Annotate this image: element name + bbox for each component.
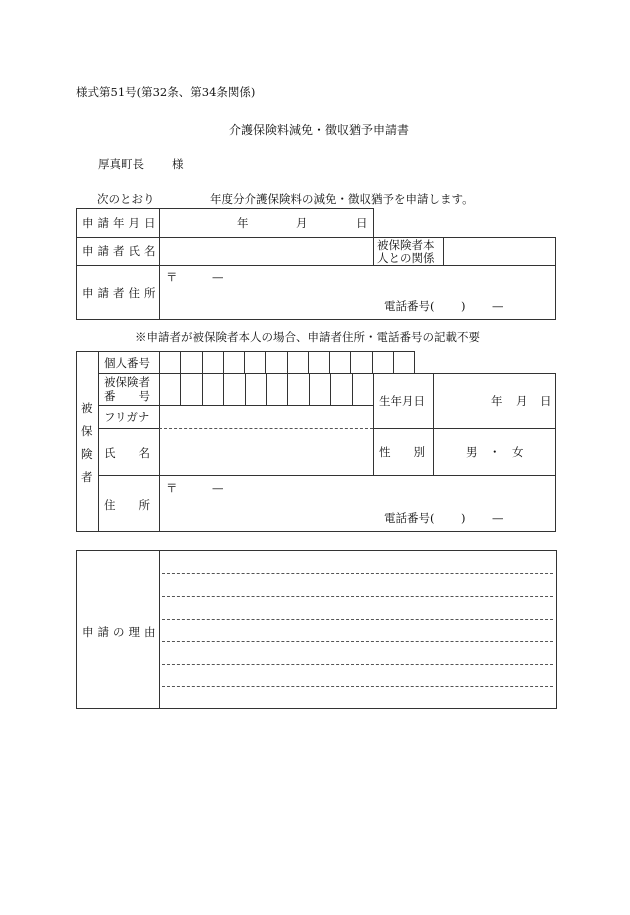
birth-date-field[interactable] — [434, 374, 554, 427]
addressee-name: 厚真町長 — [98, 157, 144, 171]
insured-number-digit-cell[interactable] — [224, 374, 243, 404]
application-date-label: 申請年月日 — [82, 216, 160, 230]
insured-number-digit-cell[interactable] — [267, 374, 286, 404]
insured-postal-mark: 〒 — [166, 481, 178, 495]
personal-number-digit-cell[interactable] — [224, 352, 243, 372]
application-date-year: 年 — [237, 216, 249, 230]
personal-number-digit-cell[interactable] — [373, 352, 392, 372]
insured-number-digit-cell[interactable] — [181, 374, 200, 404]
intro-lead: 次のとおり — [97, 192, 155, 206]
personal-number-digit-cell[interactable] — [266, 352, 285, 372]
form-number: 様式第51号(第32条、第34条関係) — [76, 85, 256, 99]
birth-year: 年 — [491, 394, 503, 408]
insured-number-digit-cell[interactable] — [203, 374, 222, 404]
application-date-month: 月 — [296, 216, 308, 230]
relation-field[interactable] — [444, 238, 554, 264]
intro-text: 年度分介護保険料の減免・徴収猶予を申請します。 — [210, 192, 474, 206]
personal-number-digit-cell[interactable] — [288, 352, 307, 372]
applicant-phone-dash: — — [492, 299, 504, 313]
furigana-label: フリガナ — [104, 410, 150, 424]
insured-number-digit-cell[interactable] — [288, 374, 307, 404]
insured-number-digit-cell[interactable] — [160, 374, 179, 404]
relation-label-line1: 被保険者本 — [377, 238, 435, 252]
insured-number-label-line2: 番 号 — [104, 389, 150, 403]
personal-number-digit-cell[interactable] — [160, 352, 179, 372]
application-date-field[interactable] — [160, 209, 372, 236]
insured-side-label-1: 被 — [81, 401, 93, 415]
birth-date-label: 生年月日 — [379, 394, 425, 408]
insured-number-label-line1: 被保険者 — [104, 375, 150, 389]
furigana-field[interactable] — [160, 406, 372, 427]
insured-side-label-2: 保 — [81, 424, 93, 438]
addressee-honorific: 様 — [172, 157, 184, 171]
reason-label: 申請の理由 — [82, 625, 160, 639]
insured-number-digit-cell[interactable] — [246, 374, 265, 404]
insured-name-label: 氏 名 — [104, 446, 150, 460]
relation-label-line2: 人との関係 — [377, 251, 435, 265]
insured-number-digit-cell[interactable] — [353, 374, 372, 404]
insured-name-field[interactable] — [160, 430, 372, 474]
personal-number-label: 個人番号 — [104, 356, 150, 370]
personal-number-cell-divider — [414, 351, 415, 373]
sex-label: 性 別 — [379, 445, 425, 459]
insured-side-label-3: 険 — [81, 447, 93, 461]
insured-number-digit-cell[interactable] — [331, 374, 350, 404]
applicant-address-field[interactable] — [160, 266, 554, 318]
insured-phone-close: ) — [461, 511, 466, 525]
insured-phone-dash: — — [492, 511, 504, 525]
personal-number-digit-cell[interactable] — [309, 352, 328, 372]
personal-number-digit-cell[interactable] — [203, 352, 222, 372]
insured-postal-dash: — — [212, 481, 224, 495]
applicant-name-label: 申請者氏名 — [82, 244, 160, 258]
note-text: ※申請者が被保険者本人の場合、申請者住所・電話番号の記載不要 — [135, 330, 480, 344]
insured-phone-label: 電話番号( — [384, 511, 435, 525]
reason-field[interactable] — [160, 551, 555, 708]
insured-address-field[interactable] — [160, 476, 554, 530]
insured-address-label: 住 所 — [104, 498, 150, 512]
form-title: 介護保険料減免・徴収猶予申請書 — [229, 123, 410, 137]
applicant-postal-dash: — — [212, 270, 224, 284]
application-date-day: 日 — [356, 216, 368, 230]
applicant-name-field[interactable] — [160, 238, 372, 264]
sex-options[interactable]: 男 ・ 女 — [466, 445, 524, 459]
applicant-postal-mark: 〒 — [166, 270, 178, 284]
applicant-address-label: 申請者住所 — [82, 286, 160, 300]
applicant-phone-label: 電話番号( — [384, 299, 435, 313]
birth-month: 月 — [516, 394, 528, 408]
personal-number-digit-cell[interactable] — [330, 352, 349, 372]
insured-number-digit-cell[interactable] — [310, 374, 329, 404]
insured-side-label-4: 者 — [81, 470, 93, 484]
personal-number-digit-cell[interactable] — [351, 352, 370, 372]
personal-number-digit-cell[interactable] — [245, 352, 264, 372]
applicant-phone-close: ) — [461, 299, 466, 313]
personal-number-digit-cell[interactable] — [394, 352, 413, 372]
personal-number-digit-cell[interactable] — [181, 352, 200, 372]
birth-day: 日 — [540, 394, 552, 408]
